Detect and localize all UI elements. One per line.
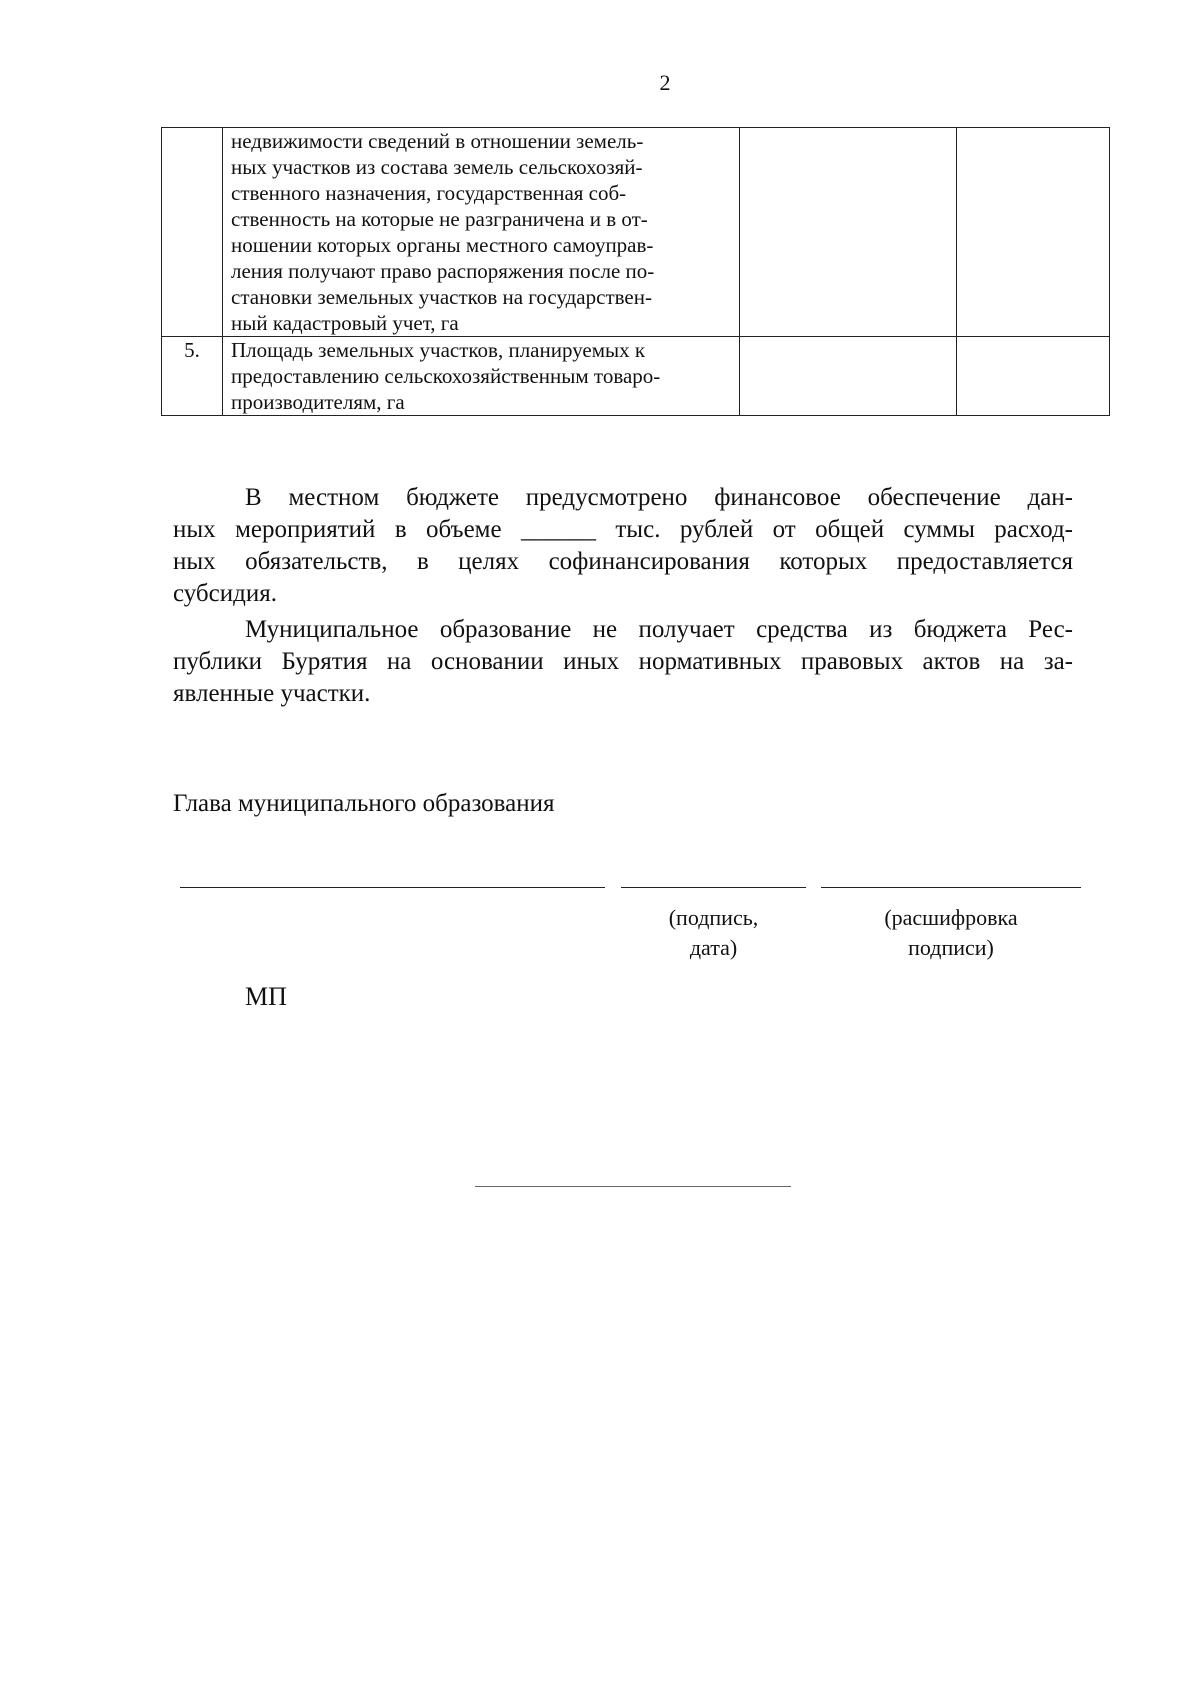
row-number xyxy=(162,128,223,337)
name-caption xyxy=(821,903,1081,963)
row-text-line: предоставлению сельскохозяйственным товаро- xyxy=(231,364,661,388)
position-signature-line xyxy=(180,887,605,888)
paragraph-line: ных мероприятий в объеме ______ тыс. рублей от общей суммы расход- xyxy=(173,516,1073,543)
row-text-line: ношении которых органы местного самоуправ- xyxy=(231,233,654,257)
budget-paragraph xyxy=(173,482,1073,610)
row-text-line: ный кадастровый учет, га xyxy=(231,311,459,335)
row-value-b xyxy=(957,337,1110,416)
paragraph-line: В местном бюджете предусмотрено финансовое обеспечение дан- xyxy=(245,484,1073,511)
paragraph-line: субсидия. xyxy=(173,580,277,607)
name-caption-line: (расшифровка xyxy=(884,905,1018,930)
row-text-line: ления получают право распоряжения после по- xyxy=(231,259,655,283)
name-decode-line xyxy=(821,887,1081,888)
end-divider xyxy=(475,1186,791,1187)
head-title: Глава муниципального образования xyxy=(173,790,555,817)
row-text-line: ственного назначения, государственная соб- xyxy=(231,181,627,205)
paragraph-line: ных обязательств, в целях софинансирования которых предоставляется xyxy=(173,548,1073,575)
row-text-line: ных участков из состава земель сельскохозяй- xyxy=(231,155,643,179)
row-text-line: становки земельных участков на государствен- xyxy=(231,285,652,309)
row-text-line: недвижимости сведений в отношении земель- xyxy=(231,129,644,153)
row-text-line: производителям, га xyxy=(231,390,405,414)
paragraph-line: публики Бурятия на основании иных нормативных правовых актов на за- xyxy=(173,648,1073,675)
row-value-a xyxy=(740,337,957,416)
signature-caption-line: дата) xyxy=(689,935,738,960)
signature-date-line xyxy=(621,887,806,888)
page-number: 2 xyxy=(659,70,671,95)
data-table xyxy=(161,127,1110,416)
row-text-line: ственность на которые не разграничена и в от- xyxy=(231,207,648,231)
signature-caption-line: (подпись, xyxy=(668,905,759,930)
signature-caption xyxy=(621,903,806,963)
row-number: 5. xyxy=(162,337,223,416)
row-text xyxy=(223,128,740,337)
paragraph-line: Муниципальное образование не получает средства из бюджета Рес- xyxy=(245,616,1073,643)
funding-paragraph xyxy=(173,614,1073,710)
table-row xyxy=(162,128,1110,337)
table-row xyxy=(162,337,1110,416)
name-caption-line: подписи) xyxy=(908,935,994,960)
row-value-a xyxy=(740,128,957,337)
paragraph-line: явленные участки. xyxy=(173,680,371,707)
row-text-line: Площадь земельных участков, планируемых к xyxy=(231,338,646,362)
row-value-b xyxy=(957,128,1110,337)
row-text xyxy=(223,337,740,416)
stamp-label: МП xyxy=(245,982,287,1011)
